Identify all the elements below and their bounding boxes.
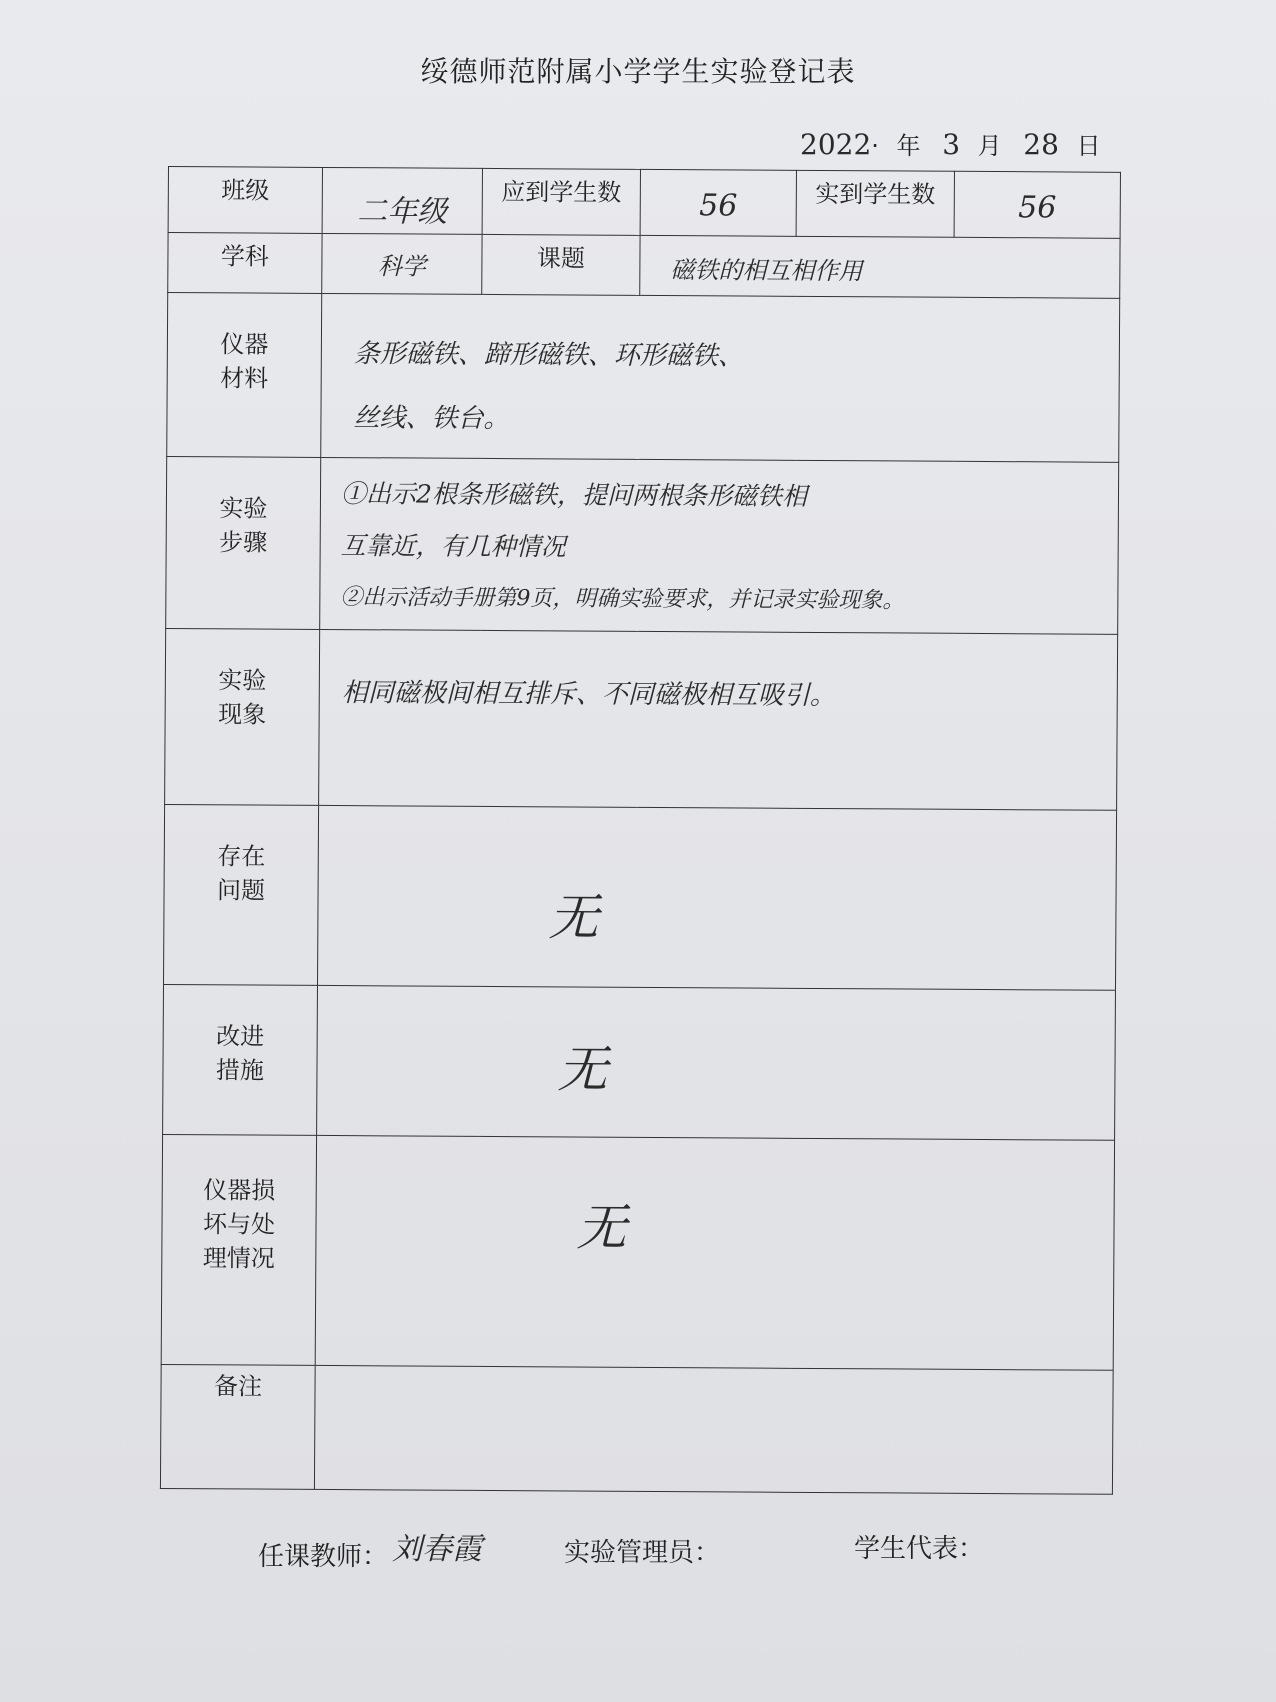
steps-label: 实验 步骤 [219,494,268,557]
date-year: 2022 [800,128,872,161]
row-remarks [160,1364,1113,1494]
row-damage [161,1134,1114,1370]
damage-value-cell [315,1135,1114,1370]
expected-label: 应到学生数 [501,178,622,207]
row-problems [164,804,1117,990]
improvements-label: 改进 措施 [215,1022,265,1085]
phenomenon-label-cell [165,628,320,805]
actual-value: 56 [1018,190,1057,226]
row-improvements [163,984,1116,1140]
expected-label-cell [482,168,640,235]
steps-line-3: ②出示活动手册第9页，明确实验要求，并记录实验现象。 [340,585,905,614]
class-label: 班级 [221,176,270,205]
form-title: 绥德师范附属小学学生实验登记表 [420,55,856,88]
topic-value: 磁铁的相互相作用 [670,256,863,286]
phenomenon-value-cell [319,629,1118,810]
date-month-label: 月 [977,132,1002,160]
subject-label: 学科 [220,242,270,271]
row-steps [166,456,1119,634]
topic-label-cell [482,234,640,295]
damage-value: 无 [576,1198,627,1257]
row-phenomenon [165,628,1118,810]
steps-line-2: 互靠近，有几种情况 [340,531,566,562]
phenomenon-label: 实验 现象 [218,666,267,729]
remarks-label-cell [160,1364,315,1489]
student-rep-label: 学生代表： [854,1534,985,1564]
damage-label-cell [161,1134,316,1365]
actual-label: 实到学生数 [815,179,936,209]
date-day-label: 日 [1076,132,1101,160]
subject-label-cell [168,233,322,294]
equipment-lines [321,294,1119,455]
subject-value-cell [322,233,482,294]
teacher-label: 任课教师： [258,1542,389,1572]
steps-lines [320,458,1118,629]
equipment-label-cell [167,293,322,458]
improvements-value: 无 [557,1040,608,1099]
class-value: 二年级 [357,194,448,230]
subject-value: 科学 [377,252,426,281]
remarks-value-cell [314,1365,1113,1494]
teacher-signature: 刘春霞 [392,1532,482,1567]
improvements-value-cell [317,985,1116,1140]
topic-value-cell [640,235,1120,298]
steps-line-1: ①出示2根条形磁铁，提问两根条形磁铁相 [340,479,808,511]
date-month: 3 [942,128,961,161]
phenomenon-value: 相同磁极间相互排斥、不同磁极相互吸引。 [341,678,836,712]
registration-table [160,166,1121,1495]
problems-value-cell [317,805,1116,990]
steps-label-cell [166,456,321,629]
problems-label: 存在 问题 [216,842,266,905]
equipment-line-1: 条形磁铁、蹄形磁铁、环形磁铁、 [353,339,744,372]
problems-value: 无 [548,888,599,947]
actual-value-cell [954,171,1120,238]
topic-label: 课题 [536,244,586,273]
form-date [800,126,1115,161]
expected-value: 56 [699,188,738,224]
equipment-line-2: 丝线、铁台。 [353,403,510,435]
steps-value-cell [320,457,1119,634]
date-year-dot: · [871,132,879,160]
equipment-label: 仪器 材料 [220,330,269,393]
row-equipment [167,293,1120,463]
date-year-label: 年 [896,132,921,160]
damage-label: 仪器损 坏与处 理情况 [202,1176,276,1273]
class-value-cell [322,167,482,234]
remarks-label: 备注 [213,1372,263,1401]
actual-label-cell [796,170,954,237]
problems-label-cell [164,804,319,985]
expected-value-cell [640,169,796,236]
equipment-value-cell [321,293,1120,462]
lab-manager-label: 实验管理员： [564,1538,721,1568]
date-day: 28 [1023,128,1059,161]
row-subject [168,233,1120,299]
row-class [168,167,1120,239]
improvements-label-cell [163,984,318,1135]
class-label-cell [168,167,322,234]
